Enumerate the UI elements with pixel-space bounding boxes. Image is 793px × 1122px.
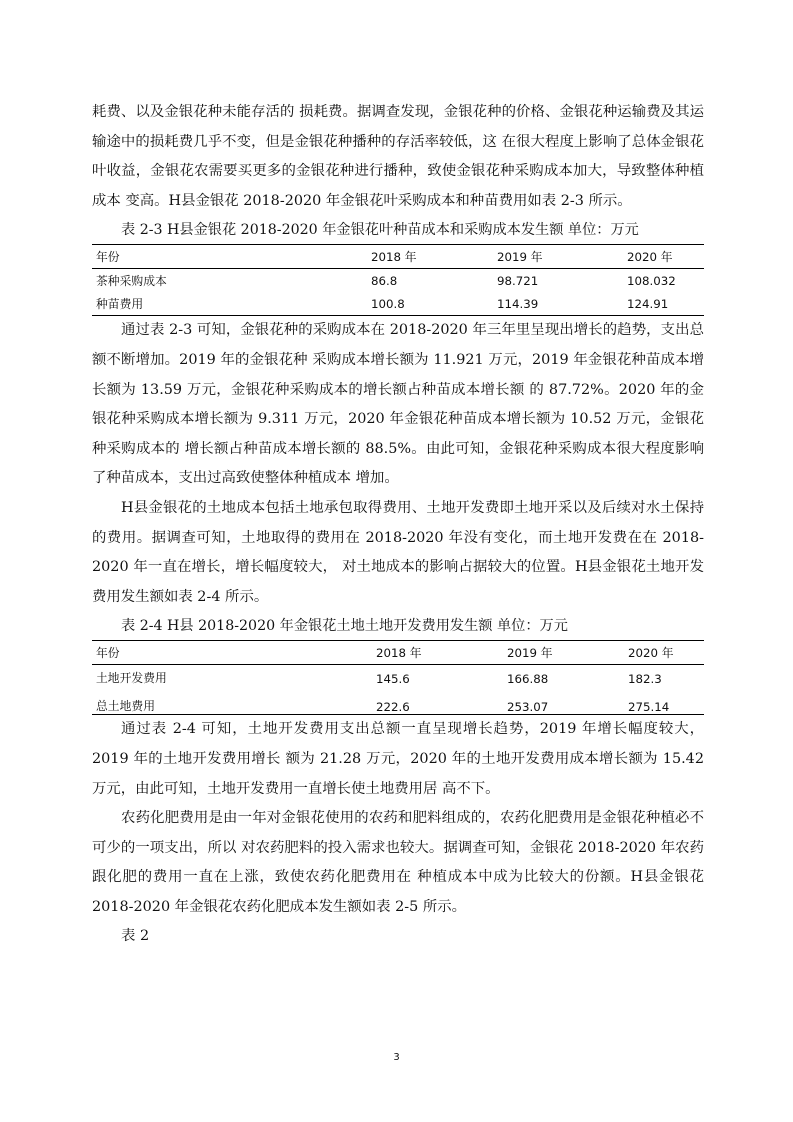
table-header-cell: 2018 年 xyxy=(376,641,507,665)
table-cell: 222.6 xyxy=(376,686,507,715)
table-header-cell: 2019 年 xyxy=(497,245,627,269)
paragraph-6: 表 2 xyxy=(121,928,150,945)
table-cell: 种苗费用 xyxy=(92,292,371,316)
paragraph-4: 通过表 2-4 可知，土地开发费用支出总额一直呈现增长趋势，2019 年增长幅度较大，2019 年的土地开发费用增长 额为 21.28 万元，2020 年的土地开发费用成本增长额为 15.42 万元，由此可知，土地开发费用一直增长使土地费用居 高不下。 xyxy=(92,721,704,797)
table-header-cell: 2020 年 xyxy=(628,641,704,665)
table-header-row xyxy=(92,245,704,269)
page-number: 3 xyxy=(393,1052,400,1063)
table-cell: 100.8 xyxy=(371,292,497,316)
table-header-cell: 年份 xyxy=(92,245,371,269)
paragraph-1: 耗费、以及金银花种未能存活的 损耗费。据调查发现，金银花种的价格、金银花种运输费及其运输途中的损耗费几乎不变，但是金银花种播种的存活率较低，这 在很大程度上影响了总体金银花叶收益，金银花农需要买更多的金银花种进行播种，致使金银花种采购成本加大，导致整体种植成本 变高。H县金银花 2018-2020 年金银花叶采购成本和种苗费用如表 2-3 所示。 xyxy=(92,104,704,209)
table-cell: 182.3 xyxy=(628,672,662,687)
table-header-cell: 年份 xyxy=(92,641,376,665)
table-cell: 108.032 xyxy=(627,273,676,288)
table-cell: 茶种采购成本 xyxy=(96,274,167,289)
paragraph-5: 农药化肥费用是由一年对金银花使用的农药和肥料组成的，农药化肥费用是金银花种植必不可少的一项支出，所以 对农药肥料的投入需求也较大。据调查可知，金银花 2018-2020 年农药跟化肥的费用一直在上涨，致使农药化肥费用在 种植成本中成为比较大的份额。H县金银花 2018-2020 年金银花农药化肥成本发生额如表 2-5 所示。 xyxy=(92,810,704,915)
table-2-3 xyxy=(92,244,704,316)
table-cell: 98.721 xyxy=(497,273,539,288)
paragraph-2: 通过表 2-3 可知，金银花种的采购成本在 2018-2020 年三年里呈现出增长的趋势，支出总额不断增加。2019 年的金银花种 采购成本增长额为 11.921 万元，2019 年金银花种苗成本增长额为 13.59 万元，金银花种采购成本的增长额占种苗成本增长额 的 87.72%。2020 年的金银花种采购成本增长额为 9.311 万元，2020 年金银花种苗成本增长额为 10.52 万元，金银花种采购成本的 增长额占种苗成本增长额的 88.5%。由此可知，金银花种采购成本很大程度影响了种苗成本，支出过高致使整体种植成本 增加。 xyxy=(92,322,704,487)
table-2-4-caption: 表 2-4 H县 2018-2020 年金银花土地土地开发费用发生额 单位：万元 xyxy=(121,618,568,635)
table-cell: 124.91 xyxy=(627,292,704,316)
table-cell: 114.39 xyxy=(497,292,627,316)
table-cell: 土地开发费用 xyxy=(96,671,167,686)
table-header-row xyxy=(92,641,704,665)
table-row xyxy=(92,292,704,316)
table-header-cell: 2018 年 xyxy=(371,245,497,269)
table-2-4 xyxy=(92,640,704,715)
table-cell: 145.6 xyxy=(376,672,410,687)
table-header-cell: 2020 年 xyxy=(627,245,704,269)
table-cell: 253.07 xyxy=(507,686,628,715)
table-2-3-caption: 表 2-3 H县金银花 2018-2020 年金银花叶种苗成本和采购成本发生额 单位：万元 xyxy=(121,222,639,239)
table-cell: 166.88 xyxy=(507,672,549,687)
table-header-cell: 2019 年 xyxy=(507,641,628,665)
table-cell: 275.14 xyxy=(628,686,704,715)
table-row xyxy=(92,665,704,687)
page-content xyxy=(92,98,704,952)
table-cell: 86.8 xyxy=(371,273,398,288)
paragraph-3: H县金银花的土地成本包括土地承包取得费用、土地开发费即土地开采以及后续对水土保持的费用。据调查可知，土地取得的费用在 2018-2020 年没有变化，而土地开发费在在 2018-2020 年一直在增长，增长幅度较大， 对土地成本的影响占据较大的位置。H县金银花土地开发费用发生额如表 2-4 所示。 xyxy=(92,499,704,605)
table-row xyxy=(92,269,704,293)
table-cell: 总土地费用 xyxy=(92,686,376,715)
table-row xyxy=(92,686,704,715)
